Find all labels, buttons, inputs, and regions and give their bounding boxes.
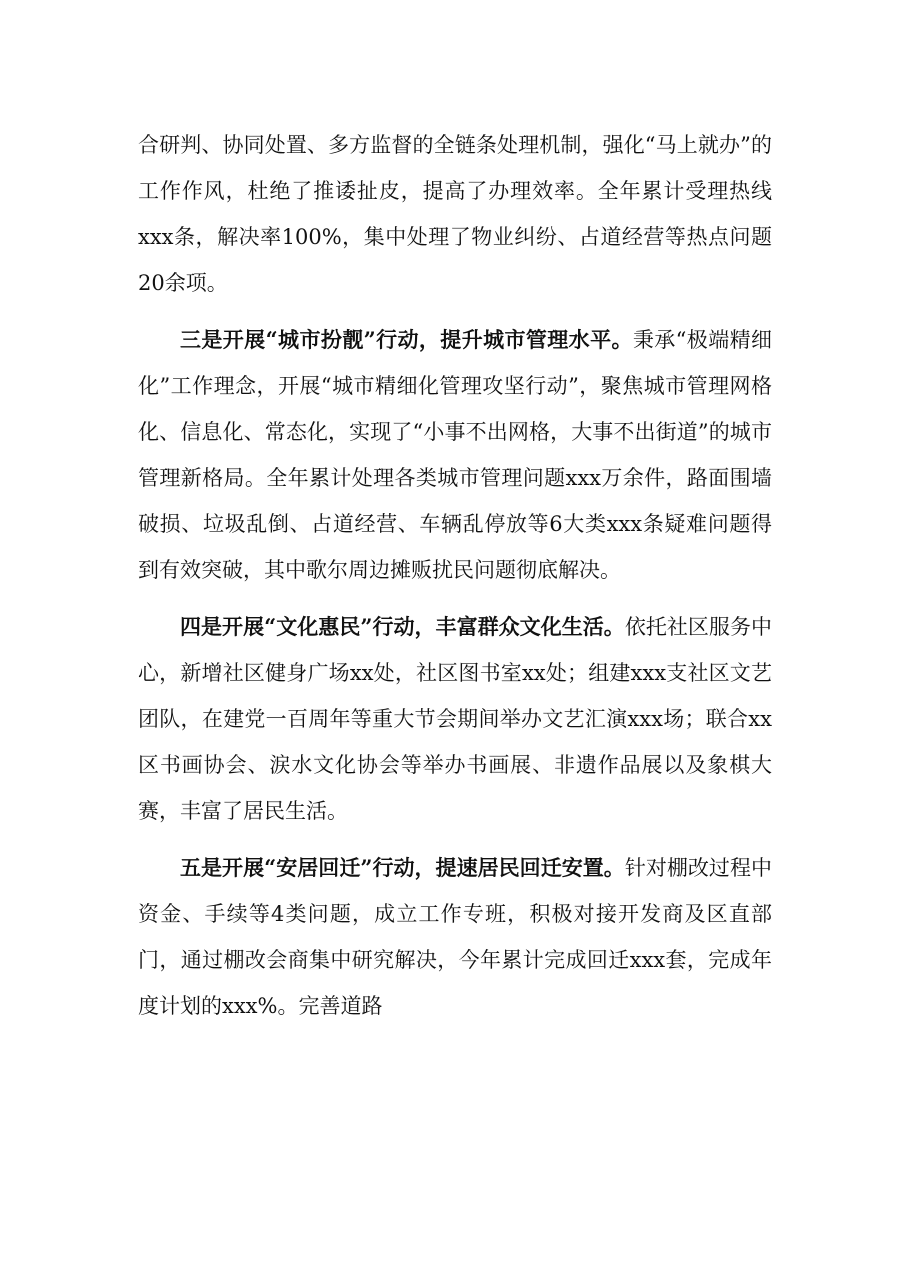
paragraph-continuation bbox=[138, 122, 772, 306]
paragraph-body: 针对棚改过程中资金、手续等4类问题，成立工作专班，积极对接开发商及区直部门，通过棚改会商集中研究解决，今年累计完成回迁xxx套，完成年度计划的xxx%。完善道路 bbox=[138, 856, 772, 1018]
paragraph-lead: 四是开展“文化惠民”行动，丰富群众文化生活。 bbox=[180, 614, 625, 639]
paragraph-resettlement bbox=[138, 845, 772, 1029]
paragraph-body: 合研判、协同处置、多方监督的全链条处理机制，强化“马上就办”的工作作风，杜绝了推诿扯皮，提高了办理效率。全年累计受理热线xxx条，解决率100%，集中处理了物业纠纷、占道经营等热点问题20余项。 bbox=[138, 133, 772, 295]
document-page bbox=[138, 122, 772, 1040]
paragraph-lead: 五是开展“安居回迁”行动，提速居民回迁安置。 bbox=[180, 855, 625, 880]
paragraph-lead: 三是开展“城市扮靓”行动，提升城市管理水平。 bbox=[180, 327, 633, 352]
paragraph-culture bbox=[138, 604, 772, 834]
paragraph-body: 秉承“极端精细化”工作理念，开展“城市精细化管理攻坚行动”，聚焦城市管理网格化、信息化、常态化，实现了“小事不出网格，大事不出街道”的城市管理新格局。全年累计处理各类城市管理问题xxx万余件，路面围墙破损、垃圾乱倒、占道经营、车辆乱停放等6大类xxx条疑难问题得到有效突破，其中歌尔周边摊贩扰民问题彻底解决。 bbox=[138, 328, 772, 582]
paragraph-body: 依托社区服务中心，新增社区健身广场xx处，社区图书室xx处；组建xxx支社区文艺团队，在建党一百周年等重大节会期间举办文艺汇演xxx场；联合xx区书画协会、涙水文化协会等举办书画展、非遗作品展以及象棋大赛，丰富了居民生活。 bbox=[138, 615, 772, 823]
paragraph-city-management bbox=[138, 317, 772, 593]
